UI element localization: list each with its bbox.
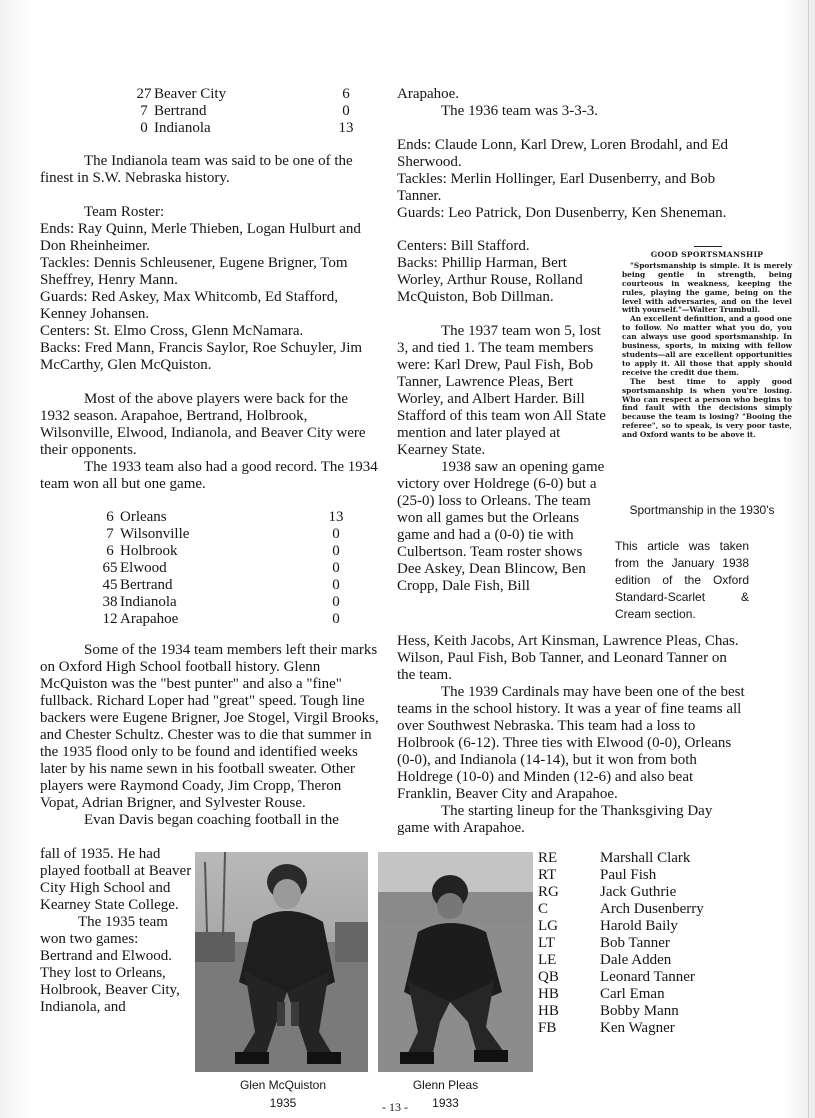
clipping-paragraph-2: An excellent definition, and a good one to follow. No matter what you do, you can always use good sportsmanship. In business, sports, in mixing with fellow students—all are excellent opportunities to apply it. All those that apply should receive the credit due them. (622, 314, 792, 377)
caption-left-name: Glen McQuiston (239, 1078, 327, 1092)
opponent-name: Beaver City (154, 86, 227, 102)
caption-right-year: 1933 (432, 1096, 459, 1110)
lineup-player: Dale Adden (600, 952, 672, 968)
score-1934-row (100, 611, 366, 628)
lineup-row (538, 935, 704, 952)
opponent-name: Elwood (120, 560, 167, 576)
page-edge (808, 0, 809, 1118)
lineup-player: Jack Guthrie (600, 884, 677, 900)
right-column-bottom (397, 633, 747, 837)
lineup-position: LG (538, 918, 558, 934)
opponent-name: Wilsonville (120, 526, 190, 542)
score-opponent: 0 (342, 103, 350, 119)
lineup-row (538, 884, 704, 901)
thanksgiving-lineup-table (538, 850, 704, 1037)
page-number: - 13 - (382, 1100, 408, 1114)
paragraph-1938-narrow: 1938 saw an opening game victory over Holdrege (6-0) but a (25-0) loss to Orleans. The team won all games but the Orleans game and had a (0-0) tie with Culbertson. Team roster shows Dee Askey, Dean Blincow, Ben Cropp, Dale Fish, Bill (397, 459, 605, 594)
lineup-player: Paul Fish (600, 867, 657, 883)
scores-1931-table (134, 86, 380, 137)
score-opponent: 0 (332, 560, 340, 576)
score-ours: 45 (102, 577, 118, 593)
lineup-position: FB (538, 1020, 557, 1036)
lineup-position: LE (538, 952, 557, 968)
lineup-player: Bob Tanner (600, 935, 670, 951)
paragraph-1936: The 1936 team was 3-3-3. (441, 103, 599, 119)
paragraph-1937: The 1937 team won 5, lost 3, and tied 1. The team members were: Karl Drew, Paul Fish, Bob Tanner, Lawrence Pleas, Bert Worley, and Albert Harder. Bill Stafford of this team won All State mention and later played at Kearney State. (397, 323, 606, 458)
paragraph-1933: The 1933 team also had a good record. The 1934 team won all but one game. (40, 459, 378, 492)
score-opponent: 0 (332, 611, 340, 627)
lineup-player: Arch Dusenberry (600, 901, 704, 917)
lineup-position: QB (538, 969, 559, 985)
score-1931-row (134, 86, 380, 103)
clipping-title: GOOD SPORTSMANSHIP (650, 250, 764, 259)
lineup-row (538, 867, 704, 884)
lineup-position: RT (538, 867, 557, 883)
roster-1936-ends: Ends: Claude Lonn, Karl Drew, Loren Brodahl, and Ed Sherwood. (397, 137, 729, 170)
score-ours: 0 (140, 120, 148, 136)
roster-backs: Backs: Fred Mann, Francis Saylor, Roe Schuyler, Jim McCarthy, Glen McQuiston. (40, 340, 363, 373)
caption-right-name: Glenn Pleas (412, 1078, 479, 1092)
score-1934-row (100, 509, 366, 526)
lineup-row (538, 986, 704, 1003)
score-opponent: 6 (342, 86, 350, 102)
photo-glen-mcquiston (195, 852, 368, 1072)
paragraph-lineup: The starting lineup for the Thanksgiving Day game with Arapahoe. (397, 803, 713, 836)
score-1934-row (100, 594, 366, 611)
clipping-rule (694, 246, 722, 247)
clipping-paragraph-3: The best time to apply good sportsmanship is when you're losing. Who can respect a person who begins to find fault with the decisions simply because the team is losing? "Booing the referee", so to speak, is very poor taste, and Oxford wants to be above it. (622, 376, 792, 440)
photo-glenn-pleas (378, 852, 533, 1072)
opponent-name: Indianola (154, 120, 211, 136)
left-column-top (40, 153, 380, 493)
right-column-narrow (397, 238, 609, 595)
score-ours: 38 (102, 594, 118, 610)
paragraph-1939: The 1939 Cardinals may have been one of the best teams in the school history. It was a year of fine teams all over Southwest Nebraska. This team had a loss to Holbrook (6-12). Three ties with Elwood (0-0), Orleans (0-0), and Indianola (14-14), but it won from both Holdrege (10-0) and Minden (12-6) and also beat Franklin, Beaver City and Arapahoe. (397, 684, 745, 802)
left-column-narrow (40, 846, 192, 1016)
score-ours: 12 (102, 611, 118, 627)
score-ours: 6 (106, 509, 114, 525)
lineup-player: Marshall Clark (600, 850, 691, 866)
opponent-name: Bertrand (120, 577, 173, 593)
lineup-player: Ken Wagner (600, 1020, 675, 1036)
opponent-name: Orleans (120, 509, 167, 525)
lineup-player: Harold Baily (600, 918, 678, 934)
score-1934-row (100, 577, 366, 594)
caption-left-photo (198, 1076, 368, 1112)
roster-1936-centers: Centers: Bill Stafford. (397, 238, 530, 254)
lineup-player: Leonard Tanner (600, 969, 695, 985)
lineup-position: HB (538, 986, 559, 1002)
opponent-name: Bertrand (154, 103, 207, 119)
lineup-row (538, 901, 704, 918)
lineup-player: Carl Eman (600, 986, 665, 1002)
right-column-top (397, 86, 747, 222)
roster-1936-backs: Backs: Phillip Harman, Bert Worley, Arthur Rouse, Rolland McQuiston, Bob Dillman. (397, 255, 583, 305)
score-ours: 7 (106, 526, 114, 542)
sportsmanship-clipping (622, 251, 792, 440)
paragraph-indianola: The Indianola team was said to be one of the finest in S.W. Nebraska history. (40, 153, 353, 186)
roster-ends: Ends: Ray Quinn, Merle Thieben, Logan Hulburt and Don Rheinheimer. (40, 221, 361, 254)
lineup-row (538, 969, 704, 986)
paragraph-1932: Most of the above players were back for the 1932 season. Arapahoe, Bertrand, Holbrook, Wilsonville, Elwood, Indianola, and Beaver City were their opponents. (40, 391, 366, 458)
lineup-position: LT (538, 935, 555, 951)
score-ours: 27 (136, 86, 152, 102)
opponent-name: Holbrook (120, 543, 178, 559)
score-opponent: 13 (328, 509, 344, 525)
score-1931-row (134, 120, 380, 137)
lineup-row (538, 1020, 704, 1037)
score-opponent: 0 (332, 577, 340, 593)
clipping-paragraph-1: "Sportsmanship is simple. It is merely being gentle in strength, being courteous in weakness, keeping the rules, playing the game, being on the level with adversaries, and on the level with yourself."—Walter Trumbull. (622, 260, 792, 315)
roster-guards: Guards: Red Askey, Max Whitcomb, Ed Stafford, Kenney Johansen. (40, 289, 339, 322)
caption-left-year: 1935 (269, 1096, 297, 1110)
roster-heading: Team Roster: (84, 204, 165, 220)
lineup-position: RE (538, 850, 558, 866)
score-opponent: 0 (332, 594, 340, 610)
roster-1936-guards: Guards: Leo Patrick, Don Dusenberry, Ken Sheneman. (397, 205, 727, 221)
lineup-position: RG (538, 884, 559, 900)
opponent-name: Arapahoe (120, 611, 179, 627)
lineup-row (538, 918, 704, 935)
roster-tackles: Tackles: Dennis Schleusener, Eugene Brigner, Tom Sheffrey, Henry Mann. (40, 255, 348, 288)
paragraph-arapahoe: Arapahoe. (397, 86, 460, 102)
score-opponent: 0 (332, 526, 340, 542)
sidebar-caption-title: Sportmanship in the 1930's (629, 503, 775, 517)
score-1934-row (100, 543, 366, 560)
paragraph-1938-wide: Hess, Keith Jacobs, Art Kinsman, Lawrence Pleas, Chas. Wilson, Paul Fish, Bob Tanner, and Leonard Tanner on the team. (397, 633, 739, 683)
score-opponent: 13 (338, 120, 354, 136)
paragraph-davis-line1: Evan Davis began coaching football in the (84, 812, 339, 828)
scores-1934-table (100, 509, 366, 628)
roster-centers: Centers: St. Elmo Cross, Glenn McNamara. (40, 323, 304, 339)
score-ours: 65 (102, 560, 118, 576)
sidebar-caption-body: This article was taken from the January 1938 edition of the Oxford Standard-Scarlet & Cream section. (615, 539, 749, 621)
lineup-player: Bobby Mann (600, 1003, 679, 1019)
score-opponent: 0 (332, 543, 340, 559)
lineup-position: C (538, 901, 549, 917)
score-ours: 7 (140, 103, 148, 119)
paragraph-davis-rest: fall of 1935. He had played football at Beaver City High School and Kearney State College. (40, 846, 192, 913)
left-column-bottom (40, 642, 380, 829)
lineup-position: HB (538, 1003, 559, 1019)
lineup-row (538, 952, 704, 969)
paragraph-1935: The 1935 team won two games: Bertrand and Elwood. They lost to Orleans, Holbrook, Beaver City, Indianola, and (40, 914, 180, 1015)
score-1934-row (100, 560, 366, 577)
roster-1936-tackles: Tackles: Merlin Hollinger, Earl Dusenberry, and Bob Tanner. (397, 171, 716, 204)
lineup-row (538, 850, 704, 867)
score-1934-row (100, 526, 366, 543)
paragraph-1934-members: Some of the 1934 team members left their marks on Oxford High School football history. Glenn McQuiston was the "best punter" and also a "fine" fullback. Richard Loper had "great" speed. Tough line backers were Eugene Brigner, Joe Stogel, Virgil Brooks, and Chester Schultz. Chester was to die that summer in the 1935 flood only to be found and identified weeks later by his name sewn in his football sweater. Other players were Raymond Coady, Jim Cropp, Theron Vopat, Adrian Brigner, and Sylvester Rouse. (40, 642, 379, 811)
score-1931-row (134, 103, 380, 120)
score-ours: 6 (106, 543, 114, 559)
lineup-row (538, 1003, 704, 1020)
opponent-name: Indianola (120, 594, 177, 610)
